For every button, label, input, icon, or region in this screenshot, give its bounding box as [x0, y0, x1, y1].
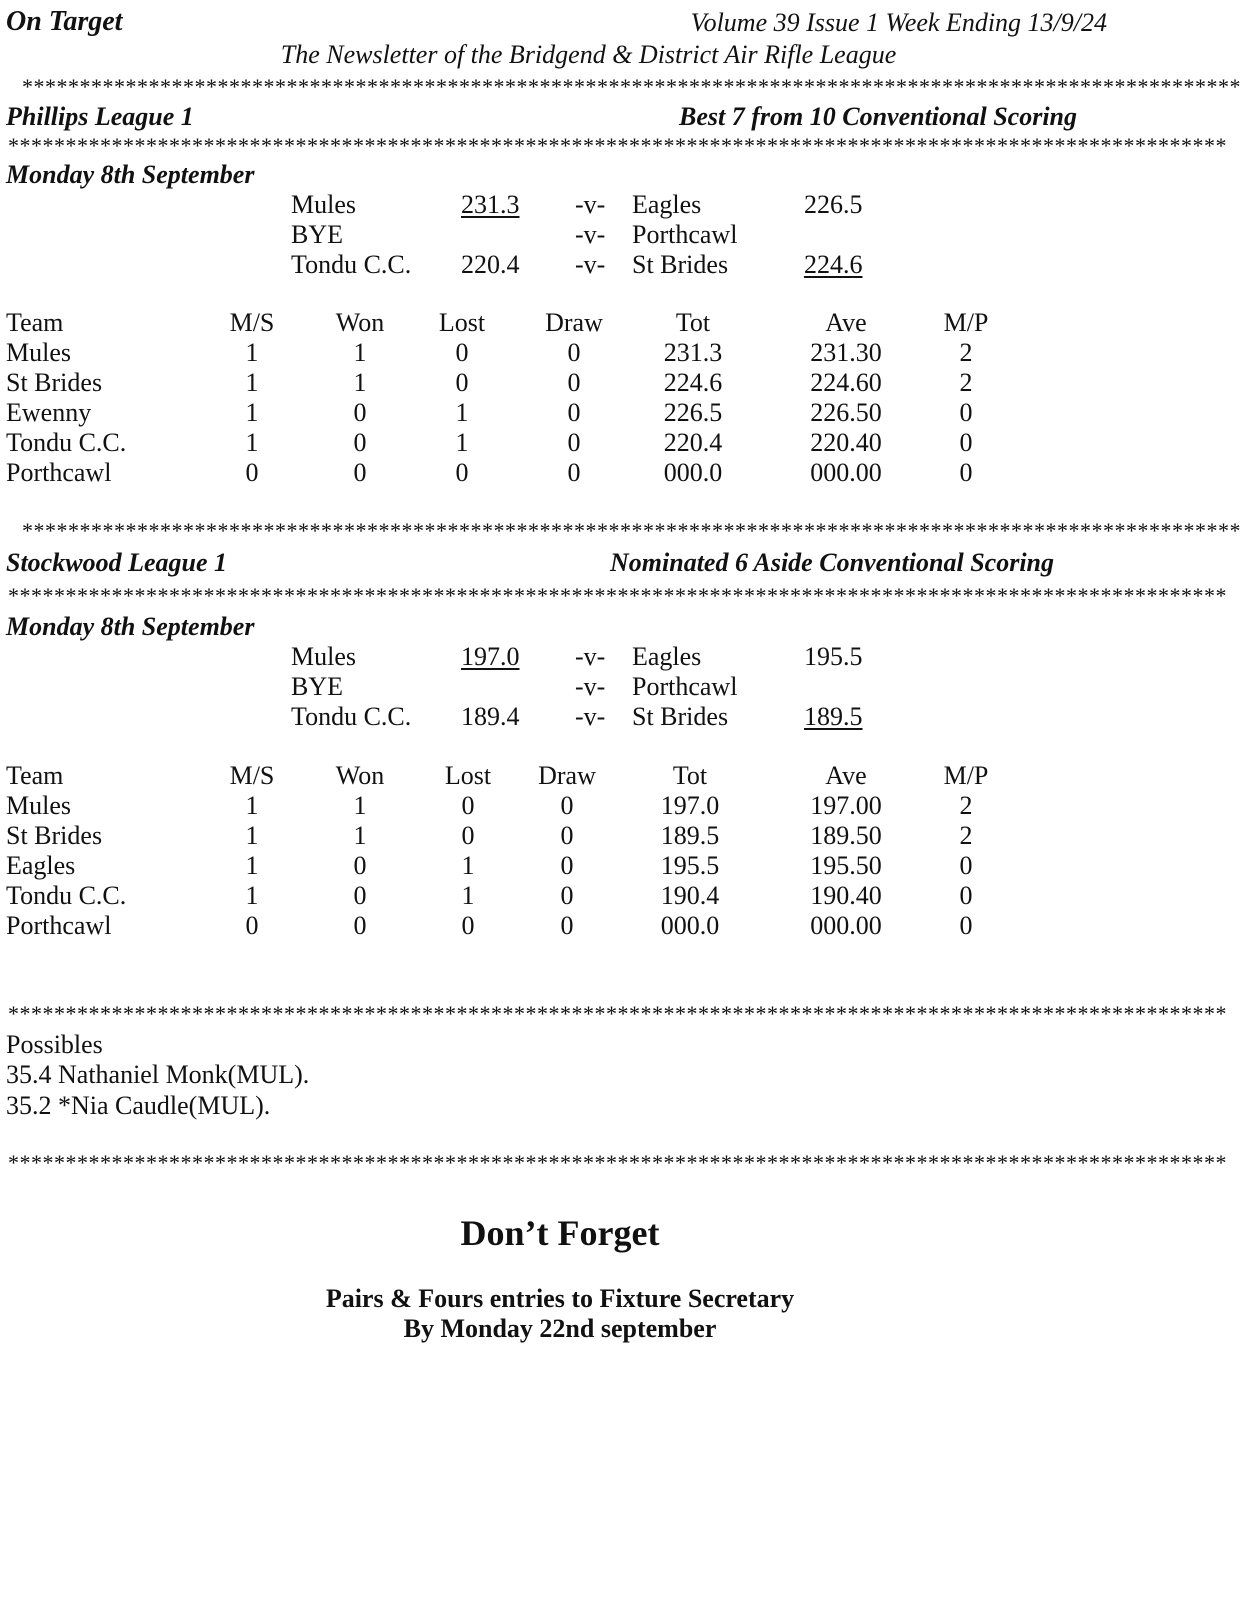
away-team: Porthcawl [632, 220, 738, 249]
table-cell: 189.50 [810, 821, 882, 850]
versus-label: -v- [575, 702, 606, 731]
table-cell: 0 [567, 458, 581, 487]
home-team: BYE [291, 672, 343, 701]
home-team: Tondu C.C. [291, 702, 412, 731]
column-header: M/P [943, 761, 989, 790]
newsletter-title: On Target [6, 6, 123, 37]
table-cell: 224.6 [663, 368, 723, 397]
table-cell: Eagles [6, 851, 76, 880]
table-cell: 189.5 [660, 821, 720, 850]
table-cell: 1 [461, 881, 475, 910]
away-team: Eagles [632, 642, 702, 671]
table-cell: 1 [455, 398, 469, 427]
table-cell: 2 [959, 368, 973, 397]
table-cell: 1 [245, 398, 259, 427]
match-date: Monday 8th September [6, 612, 255, 641]
versus-label: -v- [575, 190, 606, 219]
table-cell: 0 [567, 368, 581, 397]
separator-line: ********************************************************************************************************** [8, 583, 1227, 608]
table-cell: 0 [353, 398, 367, 427]
column-header: M/P [943, 308, 989, 337]
newsletter-subtitle: The Newsletter of the Bridgend & District Air Rifle League [280, 40, 897, 69]
table-cell: 1 [245, 881, 259, 910]
table-cell: Porthcawl [6, 911, 112, 940]
volume-info: Volume 39 Issue 1 Week Ending 13/9/24 [690, 8, 1107, 37]
column-header: Won [335, 761, 385, 790]
away-score: 224.6 [804, 250, 863, 279]
table-cell: 195.50 [810, 851, 882, 880]
table-cell: 0 [245, 911, 259, 940]
table-cell: 0 [353, 851, 367, 880]
home-team: Mules [291, 642, 356, 671]
possible-entry: 35.4 Nathaniel Monk(MUL). [6, 1060, 310, 1089]
column-header: Won [335, 308, 385, 337]
away-team: St Brides [632, 702, 729, 731]
separator-line: ********************************************************************************************************** [8, 1150, 1227, 1175]
table-cell: 1 [455, 428, 469, 457]
versus-label: -v- [575, 250, 606, 279]
table-cell: 226.50 [810, 398, 882, 427]
table-cell: 0 [560, 821, 574, 850]
table-cell: 000.0 [663, 458, 723, 487]
table-cell: 190.40 [810, 881, 882, 910]
away-score: 195.5 [804, 642, 863, 671]
table-cell: 0 [461, 821, 475, 850]
home-score: 189.4 [461, 702, 520, 731]
table-cell: St Brides [6, 368, 103, 397]
away-score: 226.5 [804, 190, 863, 219]
table-cell: 0 [959, 881, 973, 910]
table-cell: 220.40 [810, 428, 882, 457]
possibles-heading: Possibles [6, 1030, 103, 1059]
table-cell: 0 [353, 911, 367, 940]
column-header: Lost [438, 308, 486, 337]
table-cell: 0 [959, 428, 973, 457]
column-header: Team [6, 308, 64, 337]
table-cell: 197.00 [810, 791, 882, 820]
versus-label: -v- [575, 672, 606, 701]
table-cell: 0 [455, 338, 469, 367]
table-cell: 1 [245, 791, 259, 820]
league-format: Best 7 from 10 Conventional Scoring [679, 102, 1077, 131]
column-header: Lost [444, 761, 492, 790]
table-cell: 1 [353, 821, 367, 850]
column-header: Ave [825, 761, 867, 790]
table-cell: 1 [245, 368, 259, 397]
separator-line: ********************************************************************************************************** [8, 133, 1227, 158]
table-cell: 2 [959, 338, 973, 367]
table-cell: 195.5 [660, 851, 720, 880]
table-cell: 0 [455, 368, 469, 397]
table-cell: 0 [560, 851, 574, 880]
table-cell: Tondu C.C. [6, 881, 127, 910]
table-cell: 0 [959, 851, 973, 880]
league-format: Nominated 6 Aside Conventional Scoring [610, 548, 1054, 577]
table-cell: 000.0 [660, 911, 720, 940]
table-cell: 1 [245, 851, 259, 880]
table-cell: 1 [353, 368, 367, 397]
column-header: Tot [672, 761, 708, 790]
table-cell: 231.30 [810, 338, 882, 367]
separator-line: ********************************************************************************************************** [22, 74, 1241, 99]
home-team: BYE [291, 220, 343, 249]
separator-line: ********************************************************************************************************** [22, 518, 1241, 543]
table-cell: 1 [245, 428, 259, 457]
column-header: Tot [675, 308, 711, 337]
table-cell: 0 [353, 881, 367, 910]
table-cell: 231.3 [663, 338, 723, 367]
table-cell: 1 [353, 338, 367, 367]
table-cell: 0 [461, 791, 475, 820]
table-cell: 1 [245, 821, 259, 850]
table-cell: 190.4 [660, 881, 720, 910]
table-cell: 226.5 [663, 398, 723, 427]
possible-entry: 35.2 *Nia Caudle(MUL). [6, 1091, 271, 1120]
away-team: Eagles [632, 190, 702, 219]
notice-line: Pairs & Fours entries to Fixture Secretary [325, 1284, 795, 1313]
table-cell: 0 [353, 428, 367, 457]
table-cell: 197.0 [660, 791, 720, 820]
column-header: Draw [538, 761, 596, 790]
table-cell: Porthcawl [6, 458, 112, 487]
table-cell: Tondu C.C. [6, 428, 127, 457]
notice-line: By Monday 22nd september [403, 1314, 717, 1343]
table-cell: Mules [6, 791, 71, 820]
table-cell: 000.00 [810, 911, 882, 940]
league-name: Phillips League 1 [6, 102, 194, 131]
table-cell: 1 [245, 338, 259, 367]
away-team: St Brides [632, 250, 729, 279]
home-score: 231.3 [461, 190, 520, 219]
table-cell: 0 [353, 458, 367, 487]
home-team: Mules [291, 190, 356, 219]
table-cell: 2 [959, 791, 973, 820]
column-header: Team [6, 761, 64, 790]
home-score: 220.4 [461, 250, 520, 279]
table-cell: 0 [567, 338, 581, 367]
table-cell: 0 [560, 791, 574, 820]
table-cell: 0 [567, 428, 581, 457]
table-cell: 0 [567, 398, 581, 427]
table-cell: 0 [455, 458, 469, 487]
column-header: M/S [229, 308, 275, 337]
column-header: M/S [229, 761, 275, 790]
table-cell: 224.60 [810, 368, 882, 397]
column-header: Draw [545, 308, 603, 337]
away-team: Porthcawl [632, 672, 738, 701]
table-cell: 0 [959, 398, 973, 427]
table-cell: 0 [959, 458, 973, 487]
table-cell: St Brides [6, 821, 103, 850]
table-cell: 000.00 [810, 458, 882, 487]
table-cell: 1 [353, 791, 367, 820]
table-cell: 2 [959, 821, 973, 850]
versus-label: -v- [575, 220, 606, 249]
table-cell: 0 [959, 911, 973, 940]
table-cell: 0 [560, 881, 574, 910]
table-cell: Mules [6, 338, 71, 367]
notice-title: Don’t Forget [460, 1213, 660, 1253]
table-cell: 0 [245, 458, 259, 487]
away-score: 189.5 [804, 702, 863, 731]
table-cell: 0 [560, 911, 574, 940]
home-score: 197.0 [461, 642, 520, 671]
separator-line: ********************************************************************************************************** [8, 1001, 1227, 1026]
column-header: Ave [825, 308, 867, 337]
table-cell: Ewenny [6, 398, 92, 427]
table-cell: 220.4 [663, 428, 723, 457]
table-cell: 0 [461, 911, 475, 940]
table-cell: 1 [461, 851, 475, 880]
match-date: Monday 8th September [6, 160, 255, 189]
versus-label: -v- [575, 642, 606, 671]
league-name: Stockwood League 1 [6, 548, 227, 577]
home-team: Tondu C.C. [291, 250, 412, 279]
